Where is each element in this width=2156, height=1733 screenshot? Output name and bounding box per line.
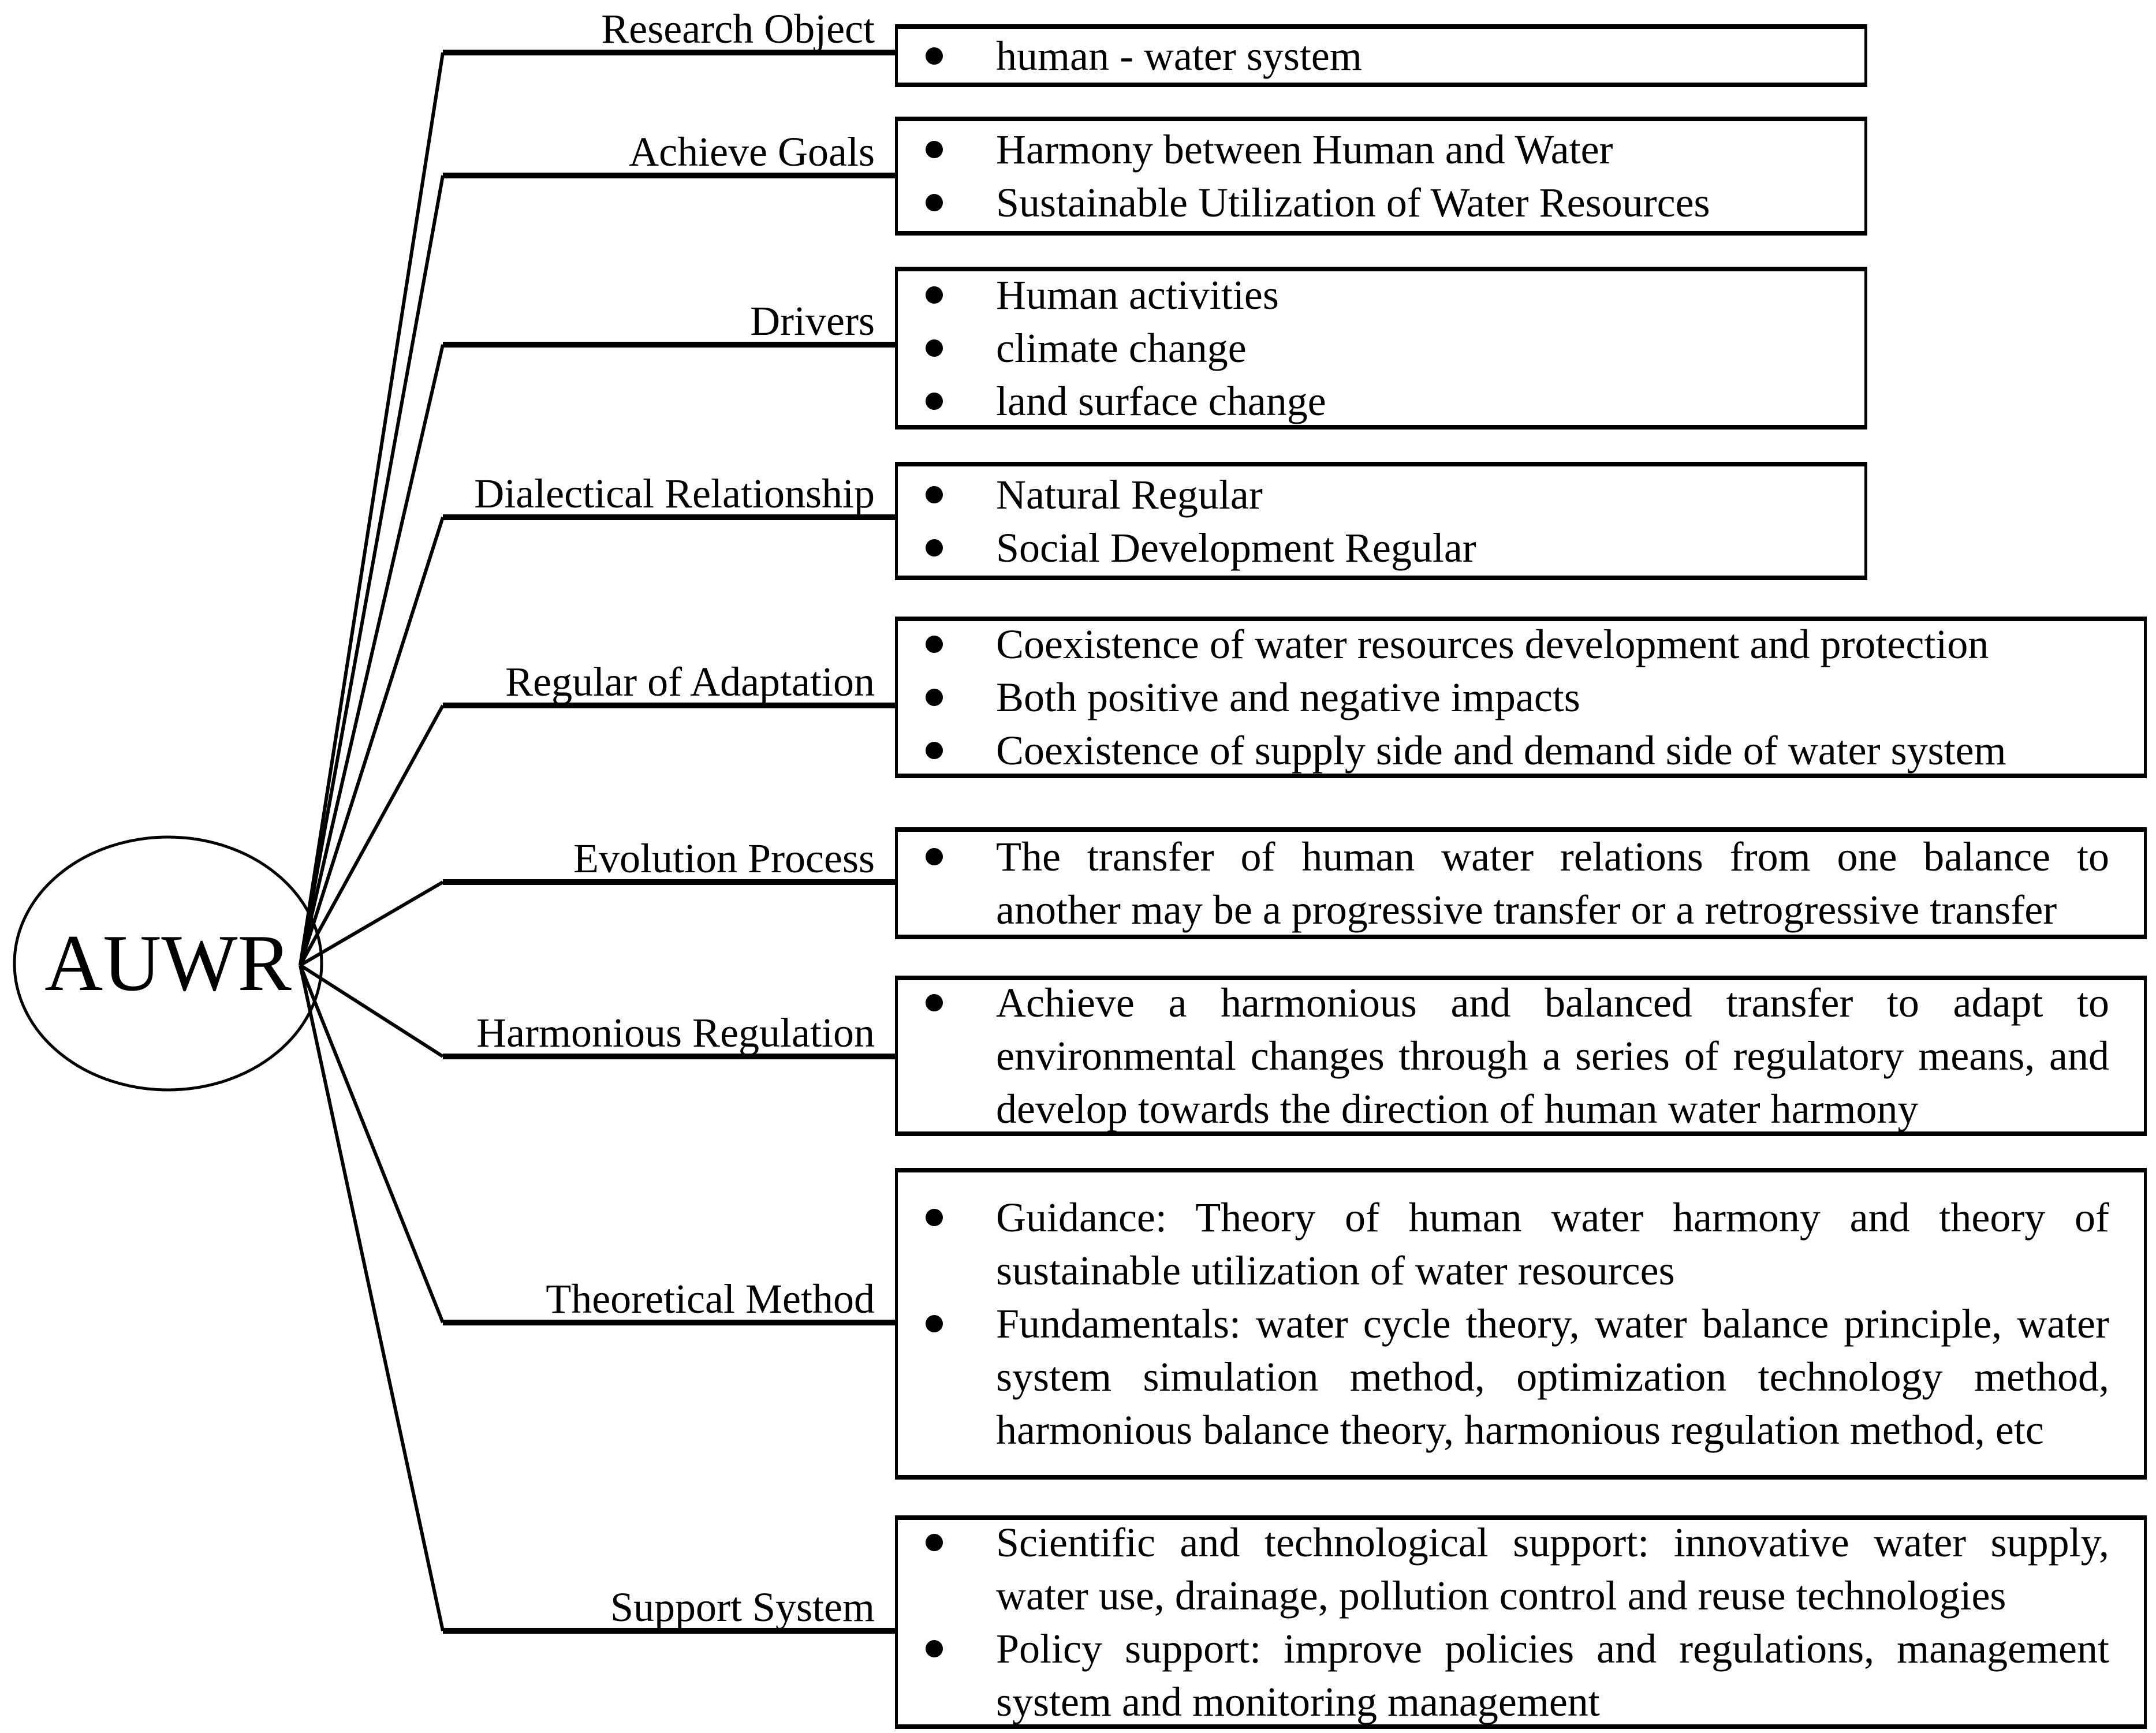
item-line: Guidance: Theory of human water harmony and theory of <box>996 1194 2109 1241</box>
branch-box-evolution-process <box>895 827 2147 939</box>
branch-box-harmonious-regulation <box>895 976 2147 1136</box>
item-line: sustainable utilization of water resources <box>996 1248 1675 1294</box>
item-line: Both positive and negative impacts <box>996 674 1580 720</box>
item-line: system simulation method, optimization technology method, <box>996 1354 2109 1400</box>
list-item <box>996 521 1830 574</box>
bullet-icon <box>926 393 943 410</box>
item-line: Policy support: improve policies and regulations, management <box>996 1626 2109 1672</box>
branch-label-evolution-process: Evolution Process <box>573 835 875 882</box>
item-line: climate change <box>996 325 1247 371</box>
item-line: Human activities <box>996 272 1279 318</box>
bullet-icon <box>926 689 943 706</box>
list-item <box>996 671 2109 724</box>
bullet-icon <box>926 1534 943 1551</box>
bullet-icon <box>926 47 943 65</box>
bullet-icon <box>926 1315 943 1332</box>
branch-label-dialectical-relationship: Dialectical Relationship <box>474 470 875 517</box>
branch-box-regular-of-adaptation <box>895 617 2147 778</box>
list-item <box>996 1297 2109 1456</box>
item-line: land surface change <box>996 378 1326 424</box>
bullet-icon <box>926 742 943 759</box>
branch-label-achieve-goals: Achieve Goals <box>629 129 875 175</box>
item-line: another may be a progressive transfer or a retrogressive transfer <box>996 887 2057 933</box>
bullet-icon <box>926 486 943 503</box>
item-line: Coexistence of water resources development and protection <box>996 621 1989 667</box>
item-line: harmonious balance theory, harmonious regulation method, etc <box>996 1407 2044 1453</box>
list-item <box>996 123 1830 176</box>
item-line: Achieve a harmonious and balanced transfer to adapt to <box>996 980 2109 1026</box>
item-line: Sustainable Utilization of Water Resources <box>996 180 1710 226</box>
branch-box-support-system <box>895 1515 2147 1729</box>
branch-label-harmonious-regulation: Harmonious Regulation <box>476 1010 875 1056</box>
branch-box-research-object <box>895 24 1867 87</box>
list-item <box>996 176 1830 229</box>
bullet-icon <box>926 1209 943 1226</box>
list-item <box>996 1516 2109 1622</box>
list-item <box>996 375 1830 428</box>
bullet-icon <box>926 539 943 556</box>
branch-box-drivers <box>895 267 1867 429</box>
bullet-icon <box>926 194 943 211</box>
branch-box-theoretical-method <box>895 1168 2147 1480</box>
item-line: Harmony between Human and Water <box>996 126 1613 173</box>
list-item <box>996 29 1830 83</box>
bullet-icon <box>926 286 943 304</box>
branch-label-research-object: Research Object <box>601 6 875 52</box>
item-line: environmental changes through a series of regulatory means, and <box>996 1033 2109 1079</box>
list-item <box>996 724 2109 777</box>
item-line: Coexistence of supply side and demand side of water system <box>996 727 2006 774</box>
branch-label-regular-of-adaptation: Regular of Adaptation <box>505 659 875 705</box>
list-item <box>996 322 1830 375</box>
list-item <box>996 268 1830 322</box>
list-item <box>996 468 1830 521</box>
item-line: system and monitoring management <box>996 1679 1600 1725</box>
list-item <box>996 1622 2109 1728</box>
bullet-icon <box>926 339 943 357</box>
item-line: Natural Regular <box>996 471 1263 518</box>
list-item <box>996 976 2109 1136</box>
branch-box-dialectical-relationship <box>895 462 1867 580</box>
item-line: The transfer of human water relations from one balance to <box>996 834 2109 880</box>
branch-label-support-system: Support System <box>610 1584 875 1630</box>
item-line: water use, drainage, pollution control and reuse technologies <box>996 1573 2006 1619</box>
list-item <box>996 1191 2109 1297</box>
root-node-label: AUWR <box>44 918 292 1008</box>
bullet-icon <box>926 848 943 865</box>
bullet-icon <box>926 994 943 1011</box>
branch-label-theoretical-method: Theoretical Method <box>546 1276 875 1322</box>
bullet-icon <box>926 636 943 653</box>
item-line: Scientific and technological support: innovative water supply, <box>996 1519 2109 1566</box>
item-line: Social Development Regular <box>996 524 1476 571</box>
item-line: human - water system <box>996 32 1362 79</box>
list-item <box>996 618 2109 671</box>
branch-box-achieve-goals <box>895 117 1867 236</box>
item-line: Fundamentals: water cycle theory, water balance principle, water <box>996 1301 2109 1347</box>
bullet-icon <box>926 1640 943 1657</box>
bullet-icon <box>926 141 943 158</box>
item-line: develop towards the direction of human water harmony <box>996 1086 1919 1132</box>
branch-label-drivers: Drivers <box>750 298 875 344</box>
list-item <box>996 830 2109 936</box>
